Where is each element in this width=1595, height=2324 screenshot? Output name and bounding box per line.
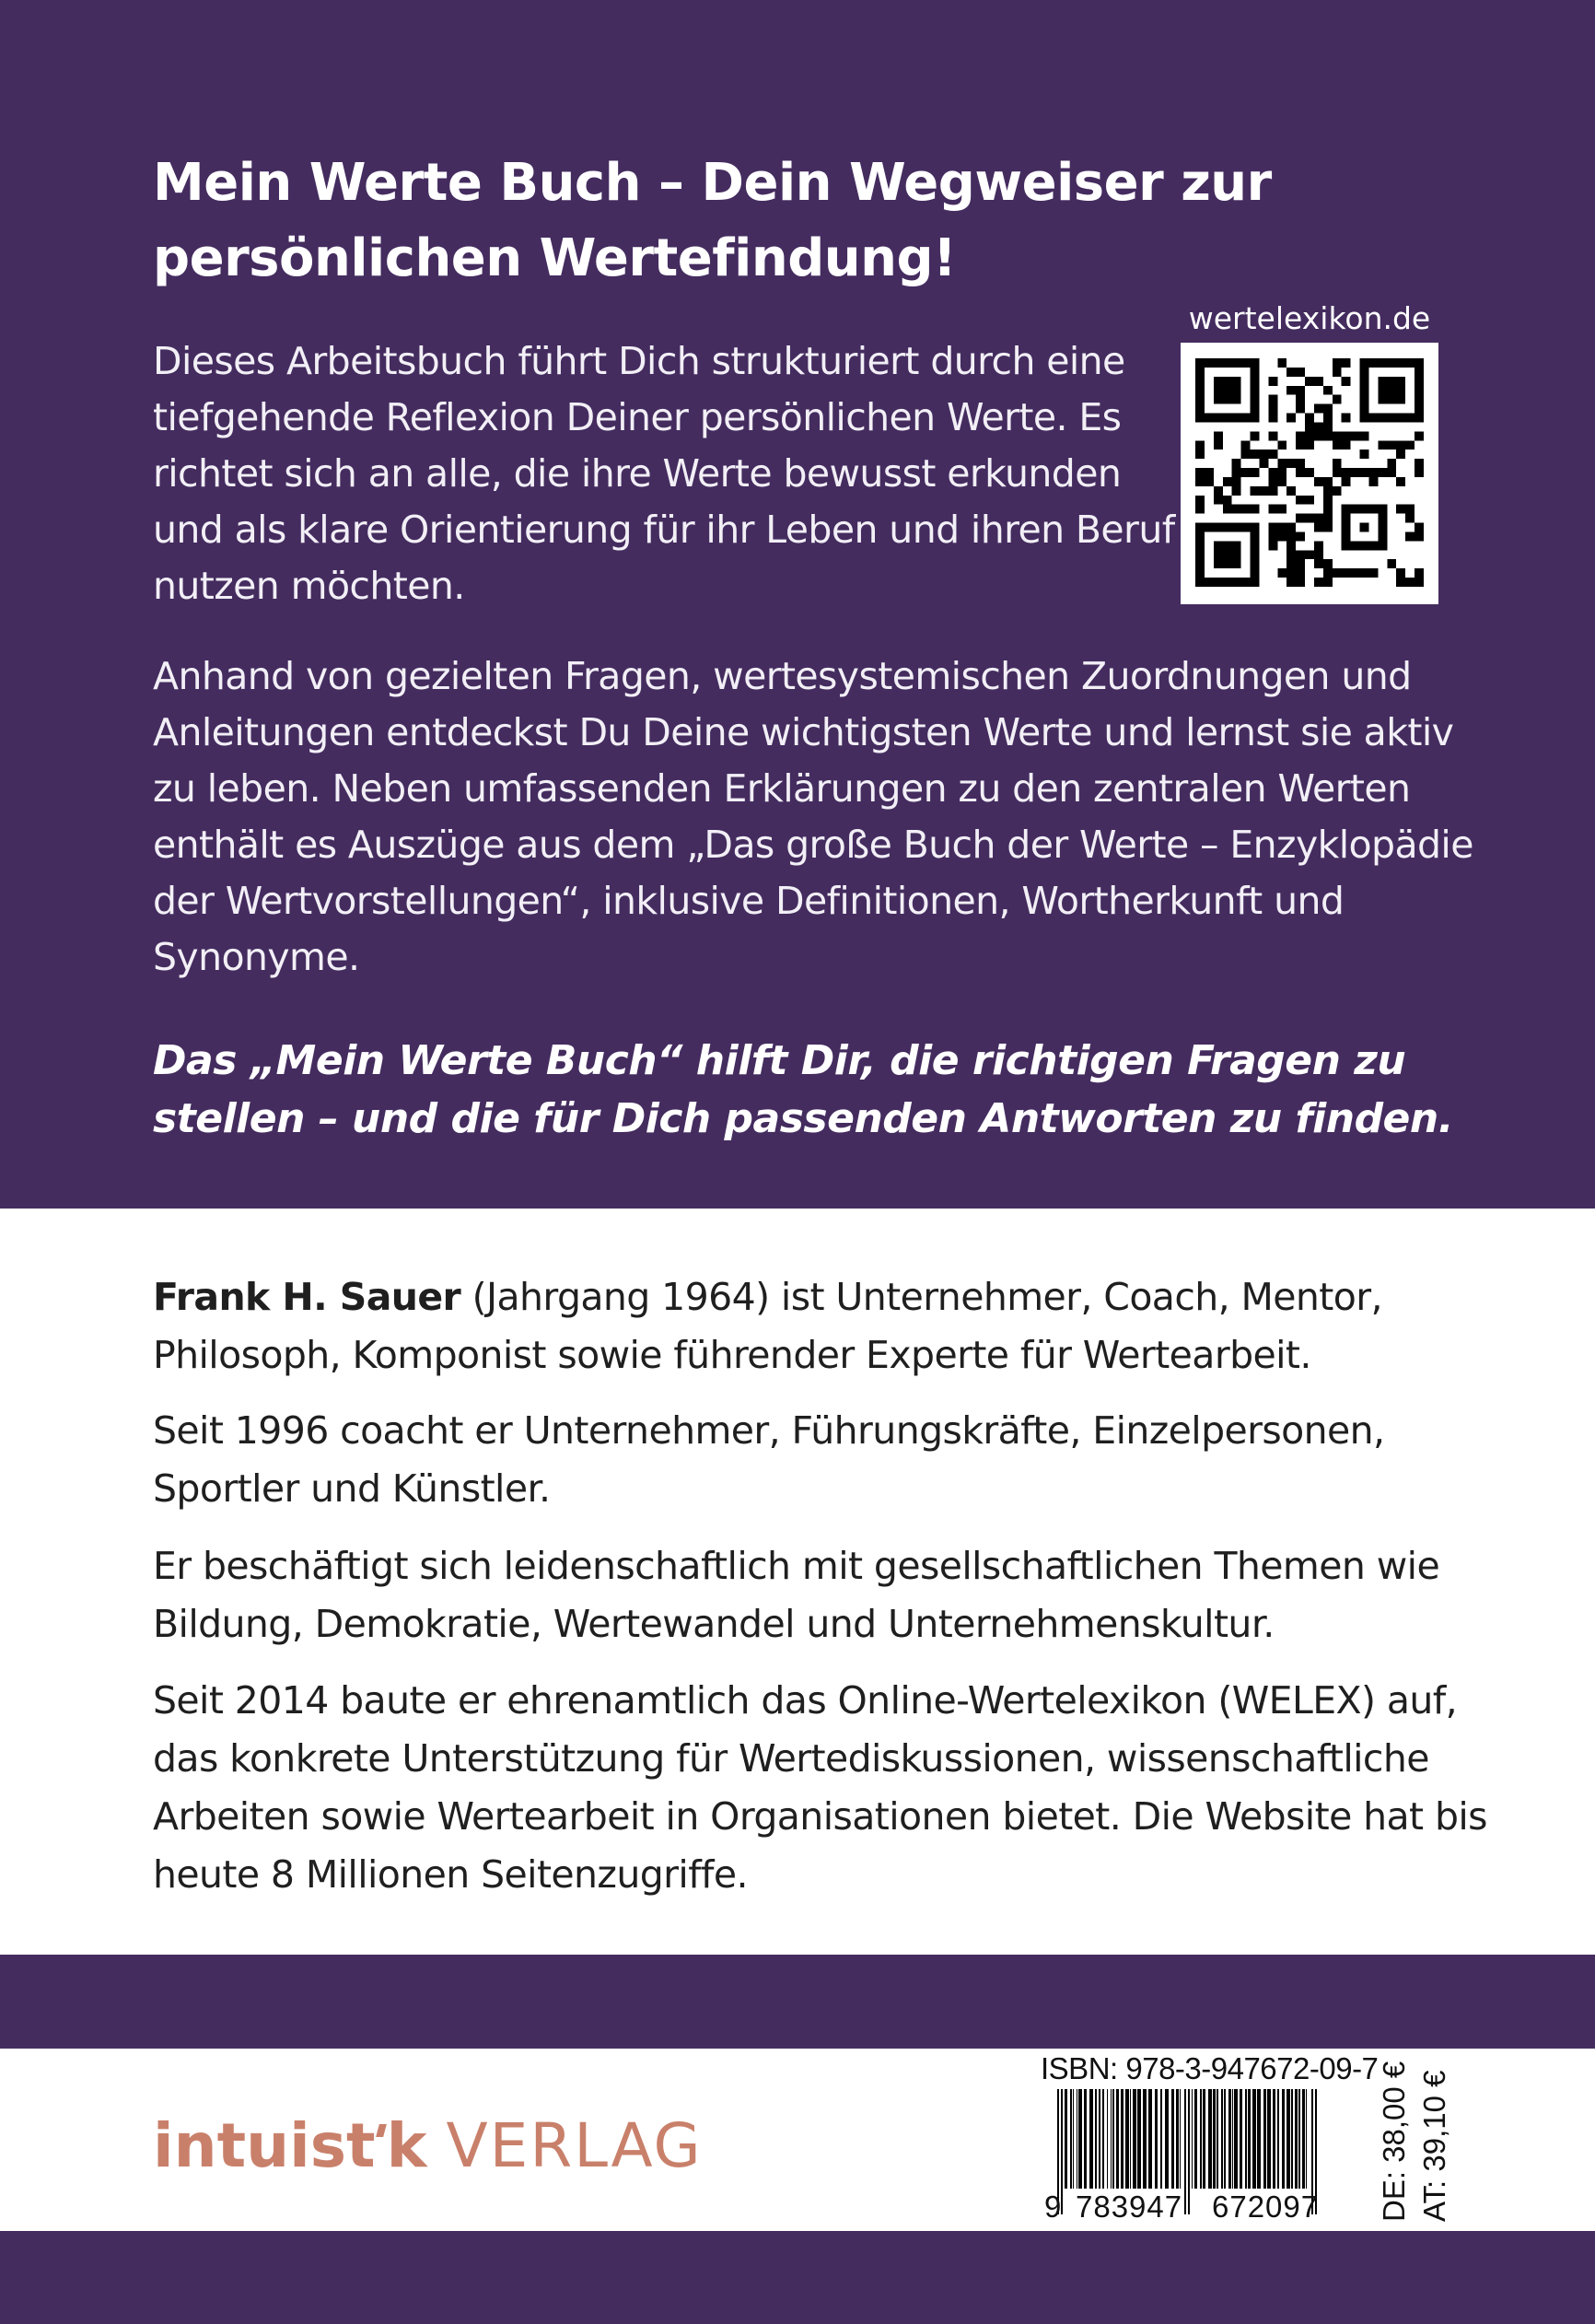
- price-de: DE: 38,00 €: [1377, 2061, 1411, 2222]
- isbn-label: ISBN: 978-3-947672-09-7: [1041, 2051, 1379, 2085]
- intro-paragraph-1: Dieses Arbeitsbuch führt Dich strukturiert durch eine tiefgehende Reflexion Deiner persönlichen Werte. Es richtet sich an alle, die ihre Werte bewusst erkunden und als klare Orientierung für ihr Leben und ihren Beruf nutzen möchten.: [153, 339, 1175, 608]
- intro-paragraph-2: Anhand von gezielten Fragen, wertesystemischen Zuordnungen und Anleitungen entdeckst Du Deine wichtigsten Werte und lernst sie aktiv zu leben. Neben umfassenden Erklärungen zu den zentralen Werten enthält es Auszüge aus dem „Das große Buch der Werte – Enzyklopädie der Wertvorstellungen“, inklusive Definitionen, Wortherkunft und Synonyme.: [153, 654, 1473, 979]
- author-bio-1-text: (Jahrgang 1964) ist Unternehmer, Coach, Mentor, Philosoph, Komponist sowie führender Experte für Wertearbeit.: [153, 1275, 1382, 1377]
- author-bio-3: Er beschäftigt sich leidenschaftlich mit gesellschaftlichen Themen wie Bildung, Demokratie, Wertewandel und Unternehmenskultur.: [153, 1544, 1440, 1646]
- qr-code-icon: [1195, 358, 1424, 587]
- qr-caption: wertelexikon.de: [1188, 300, 1431, 336]
- author-bio-4: Seit 2014 baute er ehrenamtlich das Online-Wertelexikon (WELEX) auf, das konkrete Unterstützung für Wertediskussionen, wissenschaftliche Arbeiten sowie Wertearbeit in Organisationen bietet. Die Website hat bis heute 8 Millionen Seitenzugriffe.: [153, 1678, 1487, 1897]
- author-bio-1: [153, 1268, 1497, 1384]
- claim-text: Das „Mein Werte Buch“ hilft Dir, die richtigen Fragen zu stellen – und die für Dich passenden Antworten zu finden.: [153, 1037, 1453, 1142]
- price-at: AT: 39,10 €: [1417, 2070, 1451, 2222]
- logo-tick-icon: [376, 2124, 387, 2137]
- author-name: Frank H. Sauer: [153, 1275, 461, 1319]
- author-panel: [0, 1209, 1595, 1955]
- barcode-digit-first: 9: [1044, 2190, 1063, 2224]
- author-bio-2: Seit 1996 coacht er Unternehmer, Führungskräfte, Einzelpersonen, Sportler und Künstler.: [153, 1408, 1385, 1511]
- barcode-digits-right: 672097: [1212, 2190, 1320, 2224]
- headline: [153, 146, 1304, 297]
- logo-part-3: VERLAG: [446, 2110, 703, 2181]
- headline-line-2: persönlichen Wertefindung!: [153, 228, 957, 288]
- footer-band: [0, 2231, 1595, 2324]
- divider-band: [0, 1955, 1595, 2049]
- headline-line-1: Mein Werte Buch – Dein Wegweiser zur: [153, 153, 1272, 213]
- qr-code[interactable]: [1181, 343, 1438, 604]
- publisher-logo: [153, 2109, 703, 2183]
- barcode-digits-left: 783947: [1076, 2190, 1183, 2224]
- logo-part-1: intuist: [153, 2110, 376, 2181]
- logo-part-2: k: [386, 2110, 427, 2181]
